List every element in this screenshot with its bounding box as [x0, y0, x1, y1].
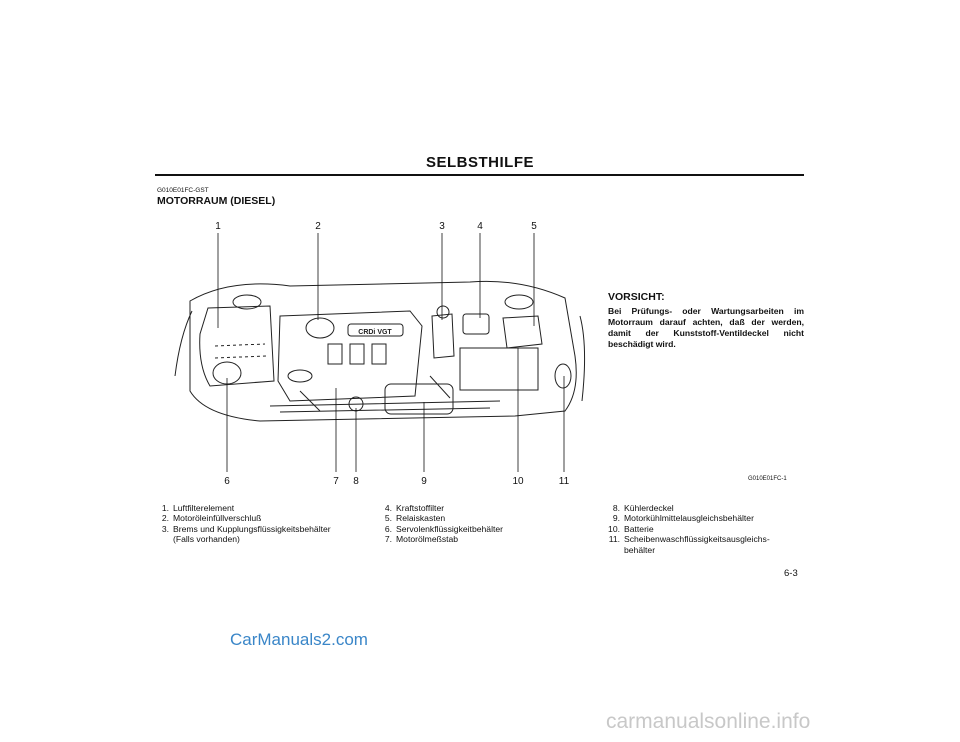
legend-number: 5. — [384, 513, 392, 524]
legend-number: 3. — [161, 523, 169, 534]
legend-item — [602, 503, 804, 513]
title-rule — [155, 174, 804, 176]
callout-9: 9 — [421, 476, 427, 487]
legend-text: Kühlerdeckel — [624, 503, 674, 513]
legend-text: Relaiskasten — [396, 513, 446, 524]
section-code: G010E01FC-GST — [157, 187, 209, 194]
legend-text: Batterie — [624, 523, 654, 534]
legend-text: Brems und Kupplungsflüssigkeitsbehälter — [173, 523, 331, 534]
fuel-filter — [463, 314, 489, 334]
caution-box — [608, 291, 804, 350]
legend-column-3 — [602, 503, 804, 555]
callout-8: 8 — [353, 476, 359, 487]
callout-7: 7 — [333, 476, 339, 487]
page-number: 6-3 — [784, 568, 798, 579]
callout-3: 3 — [439, 221, 445, 232]
legend-text: Motorkühlmittelausgleichsbehälter — [624, 513, 754, 524]
legend-text: (Falls vorhanden) — [173, 534, 240, 545]
oil-filler-cap — [306, 318, 334, 338]
legend-item — [602, 545, 804, 555]
brand-emblem — [288, 370, 312, 382]
legend-text: behälter — [624, 544, 656, 555]
legend-number: 4. — [384, 503, 392, 513]
callout-5: 5 — [531, 221, 537, 232]
legend-text: Motorölmeßstab — [396, 534, 459, 545]
callout-6: 6 — [224, 476, 230, 487]
legend-item — [380, 503, 550, 513]
legend-number: 9. — [612, 513, 620, 524]
legend-column-1 — [157, 503, 357, 545]
callout-4: 4 — [477, 221, 483, 232]
legend-number: 8. — [612, 503, 620, 513]
legend-text: Kraftstoffilter — [396, 503, 445, 513]
legend-text: Luftfilterelement — [173, 503, 235, 513]
legend-text: Scheibenwaschflüssigkeitsausgleichs- — [624, 534, 770, 545]
caution-title: VORSICHT: — [608, 291, 665, 303]
figure-code: G010E01FC-1 — [748, 476, 787, 482]
callout-10: 10 — [512, 476, 524, 487]
legend-item — [380, 534, 550, 544]
legend-text: Motoröleinfüllverschluß — [173, 513, 262, 524]
callout-11: 11 — [558, 476, 570, 487]
legend-text: Servolenkflüssigkeitbehälter — [396, 523, 504, 534]
strut-tower-right — [505, 295, 533, 309]
engine-bay-illustration — [170, 216, 590, 491]
legend-item — [602, 534, 804, 544]
legend-number: 10. — [608, 523, 620, 534]
legend-item — [602, 513, 804, 523]
page-title: SELBSTHILFE — [425, 154, 534, 171]
legend-item — [157, 534, 357, 544]
brake-fluid-reservoir — [432, 314, 454, 358]
legend-item — [602, 524, 804, 534]
legend-column-2 — [380, 503, 550, 545]
legend-number — [602, 545, 624, 555]
legend-item — [157, 513, 357, 523]
legend-number — [157, 534, 173, 544]
washer-reservoir — [555, 364, 571, 388]
callout-2: 2 — [315, 221, 321, 232]
legend-number: 6. — [384, 523, 392, 534]
legend-number: 1. — [161, 503, 169, 513]
relay-box — [503, 316, 542, 348]
engine-cover-label: CRDi VGT — [358, 329, 392, 336]
footer-site-link[interactable]: carmanualsonline.info — [606, 710, 811, 733]
caution-body: Bei Prüfungs- oder Wartungsarbeiten im Motorraum darauf achten, daß der werden, damit der Kunststoff-Ventildeckel nicht beschädigt wird. — [608, 306, 804, 349]
legend-item — [380, 524, 550, 534]
callout-1: 1 — [215, 221, 221, 232]
legend-number: 11. — [608, 534, 620, 545]
fender-left — [175, 311, 192, 376]
watermark-link[interactable]: CarManuals2.com — [230, 630, 368, 649]
legend-item — [157, 503, 357, 513]
legend-number: 2. — [161, 513, 169, 524]
fender-right — [580, 316, 585, 401]
legend-number: 7. — [384, 534, 392, 545]
legend-item — [157, 524, 357, 534]
legend-item — [380, 513, 550, 523]
battery — [460, 348, 538, 390]
air-filter-housing — [200, 306, 274, 386]
section-title: MOTORRAUM (DIESEL) — [157, 195, 276, 207]
